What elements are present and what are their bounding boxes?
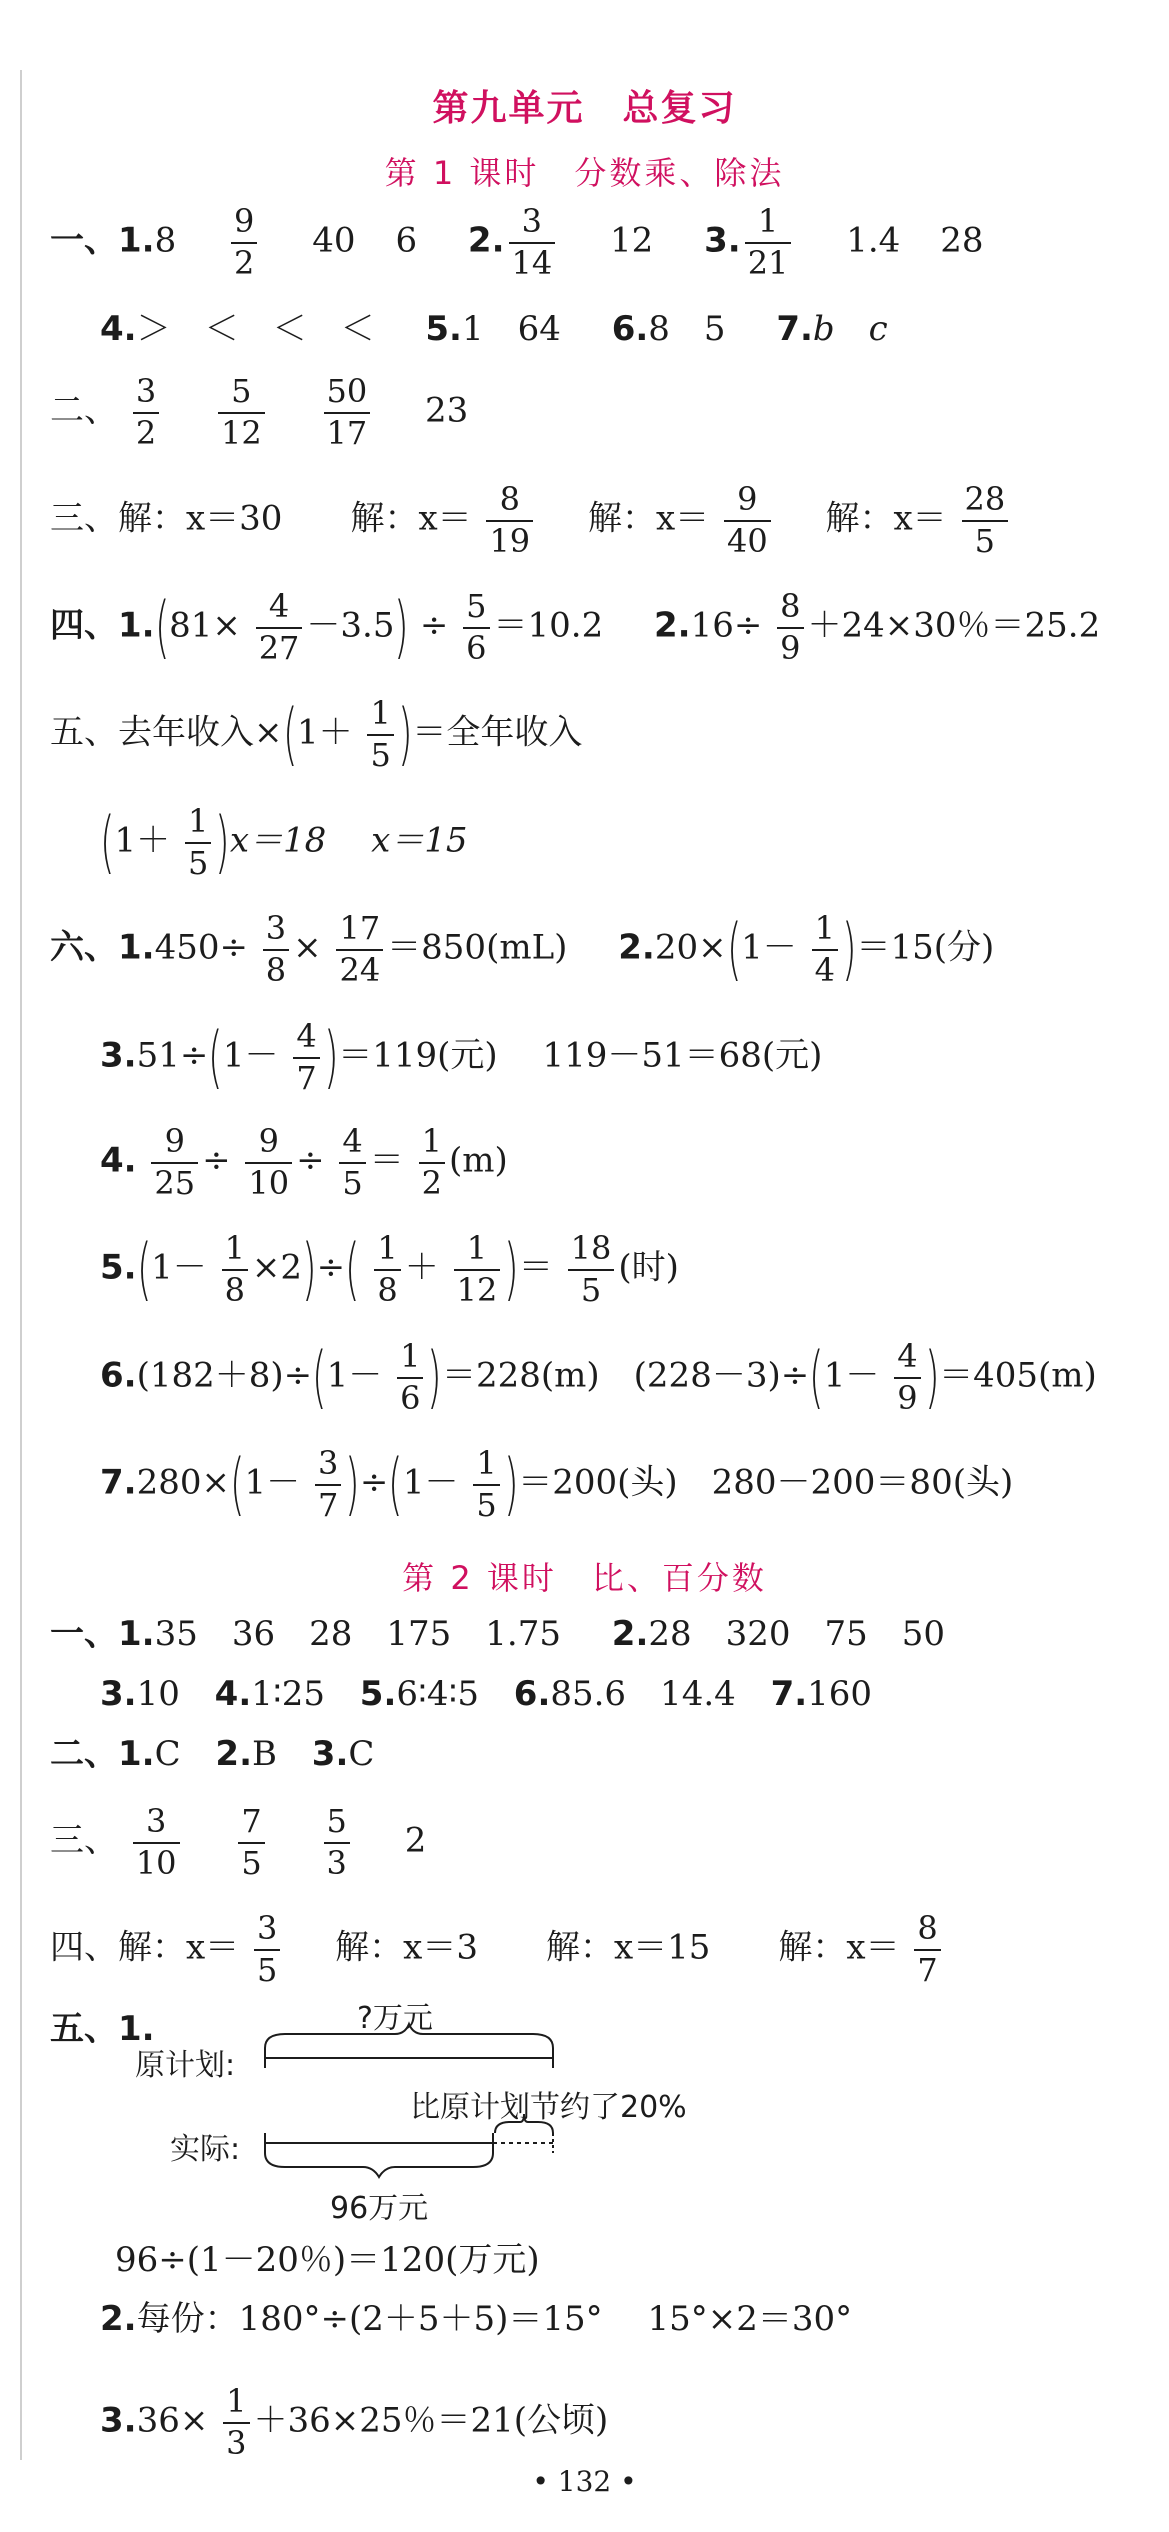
answer-line: 6.(182＋8)÷(1－ $\frac{1}{6}$ )＝228(m) (228－3)÷(1－ $\frac{4}{9}$ )＝405(m) (100, 1337, 1097, 1417)
fraction: $\frac{5}{3}$ (324, 1805, 350, 1880)
fraction: $\frac{1}{8}$ (374, 1232, 400, 1307)
fraction: $\frac{9}{10}$ (245, 1125, 292, 1200)
answer-line: 五、1. (50, 2009, 155, 2049)
fraction: $\frac{28}{5}$ (962, 483, 1009, 558)
fraction: $\frac{3}{5}$ (254, 1912, 280, 1987)
answer-line: 3.10 4.1∶25 5.6∶4∶5 6.85.6 14.4 7.160 (100, 1674, 873, 1714)
answer-line: 四、1.(81× $\frac{4}{27}$ －3.5) ÷ $\frac{5}{6}$ ＝10.2 2.16÷ $\frac{8}{9}$ ＋24×30％＝25.2 (50, 587, 1101, 667)
answer-line: 5.(1－ $\frac{1}{8}$ ×2)÷( $\frac{1}{8}$ ＋ $\frac{1}{12}$ )＝ $\frac{18}{5}$ (时) (100, 1229, 679, 1309)
fraction: $\frac{50}{17}$ (324, 375, 371, 450)
fraction: $\frac{9}{25}$ (151, 1125, 198, 1200)
diagram-bottom-label: 96万元 (330, 2191, 429, 2226)
fraction: $\frac{1}{8}$ (222, 1232, 248, 1307)
answer-line: 2.每份：180°÷(2＋5＋5)＝15° 15°×2＝30° (100, 2299, 853, 2339)
unit-title: 第九单元 总复习 (432, 88, 737, 129)
answer-line: 4.＞ ＜ ＜ ＜ 5.1 64 6.8 5 7.b c (100, 309, 888, 349)
fraction: $\frac{4}{5}$ (339, 1125, 365, 1200)
fraction: $\frac{1}{3}$ (223, 2385, 249, 2460)
diagram-save-label: 比原计划节约了20% (410, 2090, 687, 2125)
fraction: $\frac{1}{21}$ (745, 205, 792, 280)
answer-line: 一、1.8 $\frac{9}{2}$ 40 6 2. $\frac{3}{14}$ 12 3. $\frac{1}{21}$ 1.4 28 (50, 202, 984, 282)
answer-line: 二、1.C 2.B 3.C (50, 1734, 375, 1774)
answer-line: 3.36× $\frac{1}{3}$ ＋36×25％＝21(公顷) (100, 2382, 609, 2462)
answer-line: 三、 $\frac{3}{10}$ $\frac{7}{5}$ $\frac{5}{3}$ 2 (50, 1802, 427, 1882)
diagram-plan-label: 原计划: (135, 2048, 236, 2083)
answer-line: 3.51÷(1－ $\frac{4}{7}$ )＝119(元) 119－51＝68(元) (100, 1017, 823, 1097)
fraction: $\frac{1}{4}$ (812, 912, 838, 987)
fraction: $\frac{9}{40}$ (724, 483, 771, 558)
answer-line: 六、1.450÷ $\frac{3}{8}$ × $\frac{17}{24}$ ＝850(mL) 2.20×(1－ $\frac{1}{4}$ )＝15(分) (50, 909, 995, 989)
fraction: $\frac{8}{9}$ (777, 590, 803, 665)
fraction: $\frac{1}{5}$ (367, 697, 393, 772)
fraction: $\frac{4}{27}$ (256, 590, 303, 665)
fraction: $\frac{9}{2}$ (231, 205, 257, 280)
lesson2-title: 第 2 课时 比、百分数 (402, 1559, 767, 1597)
fraction: $\frac{8}{7}$ (914, 1912, 940, 1987)
answer-line: (1＋ $\frac{1}{5}$ )x＝18 x＝15 (99, 802, 468, 882)
diagram-actual-label: 实际: (170, 2132, 241, 2167)
fraction: $\frac{8}{19}$ (486, 483, 533, 558)
fraction: $\frac{18}{5}$ (568, 1232, 615, 1307)
fraction: $\frac{4}{7}$ (293, 1020, 319, 1095)
answer-line: 五、去年收入×(1＋ $\frac{1}{5}$ )＝全年收入 (50, 694, 583, 774)
answer-line: 7.280×(1－ $\frac{3}{7}$ )÷(1－ $\frac{1}{5}$ )＝200(头) 280－200＝80(头) (100, 1444, 1014, 1524)
fraction: $\frac{1}{5}$ (473, 1447, 499, 1522)
fraction: $\frac{17}{24}$ (336, 912, 383, 987)
fraction: $\frac{4}{9}$ (894, 1340, 920, 1415)
fraction: $\frac{1}{5}$ (185, 805, 211, 880)
bottom-brace (265, 2153, 493, 2177)
answer-line: 4. $\frac{9}{25}$ ÷ $\frac{9}{10}$ ÷ $\frac{4}{5}$ ＝ $\frac{1}{2}$ (m) (100, 1122, 508, 1202)
page-number: • 132 • (532, 2465, 637, 2498)
fraction: $\frac{5}{12}$ (218, 375, 265, 450)
fraction: $\frac{1}{2}$ (419, 1125, 445, 1200)
fraction: $\frac{1}{12}$ (454, 1232, 501, 1307)
fraction: $\frac{3}{2}$ (133, 375, 159, 450)
fraction: $\frac{3}{10}$ (133, 1805, 180, 1880)
answer-line: 四、解：x＝ $\frac{3}{5}$ 解：x＝3 解：x＝15 解：x＝ $\frac{8}{7}$ (50, 1912, 945, 1987)
answer-line: 二、 $\frac{3}{2}$ $\frac{5}{12}$ $\frac{50}{17}$ 23 (50, 372, 469, 452)
fraction: $\frac{3}{14}$ (509, 205, 556, 280)
fraction: $\frac{3}{8}$ (263, 912, 289, 987)
answer-line: 三、解：x＝30 解：x＝ $\frac{8}{19}$ 解：x＝ $\frac{9}{40}$ 解：x＝ $\frac{28}{5}$ (50, 483, 1012, 558)
margin-rule (20, 70, 22, 2460)
fraction: $\frac{1}{6}$ (397, 1340, 423, 1415)
answer-line: 一、1.35 36 28 175 1.75 2.28 320 75 50 (50, 1614, 946, 1654)
answer-line: 96÷(1－20％)＝120(万元) (115, 2240, 540, 2280)
fraction: $\frac{3}{7}$ (315, 1447, 341, 1522)
fraction: $\frac{5}{6}$ (463, 590, 489, 665)
fraction: $\frac{7}{5}$ (238, 1805, 264, 1880)
lesson1-title: 第 1 课时 分数乘、除法 (384, 154, 785, 192)
diagram-top-label: ?万元 (357, 2001, 433, 2036)
